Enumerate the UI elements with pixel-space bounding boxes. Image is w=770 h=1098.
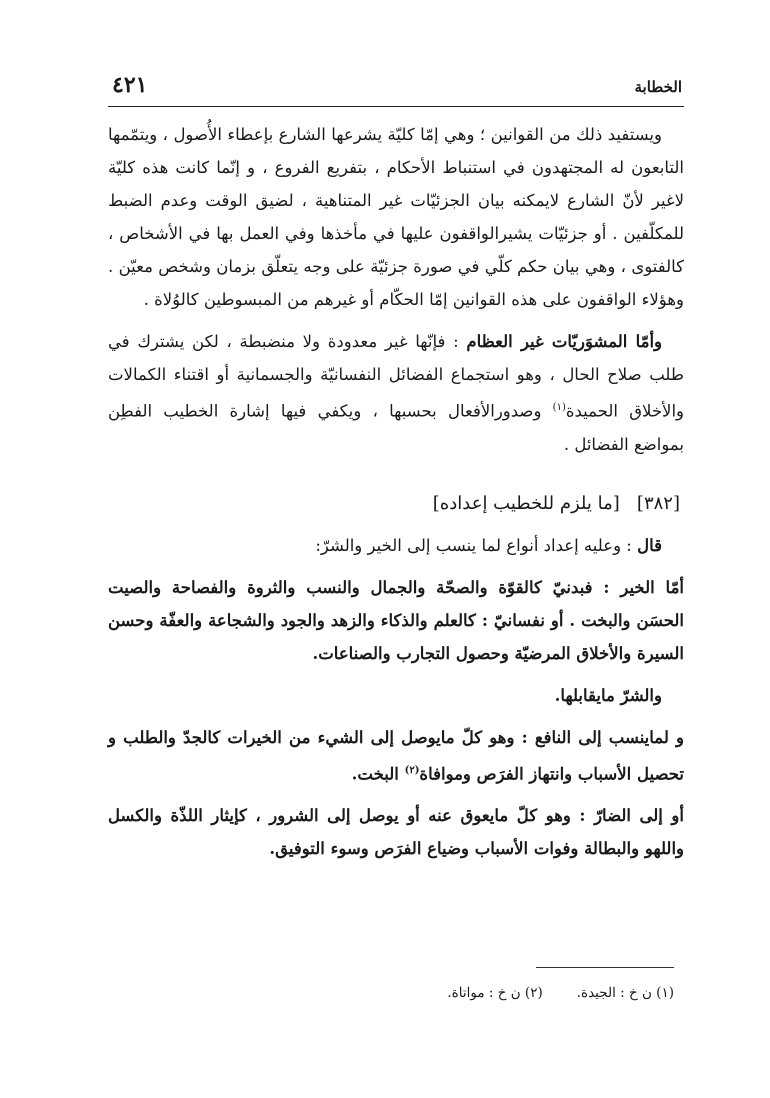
- qala-label: قال: [637, 535, 662, 555]
- section-number: [٣٨٢]: [636, 492, 680, 514]
- footnote-rule: [536, 967, 674, 968]
- paragraph-minor-deliberations: [108, 325, 684, 461]
- paragraph-text: : فإنّها غير معدودة ولا منضبطة ، لكن يشترك في طلب صلاح الحال ، وهو استجماع الفضائل النفسانيّة والجسمانية أو اقتناء الكمالات والأخلاق الحميدة: [108, 332, 685, 421]
- page-number: ٤٢١: [112, 72, 148, 98]
- footnote-ref-2[interactable]: (٢): [404, 764, 420, 776]
- paragraph-beneficial: [108, 721, 684, 791]
- header-rule: [108, 106, 684, 107]
- paragraph-text: وصدورالأفعال بحسبها ، ويكفي فيها إشارة الخطيب الفطِن بمواضع الفضائل .: [108, 401, 684, 454]
- paragraph-evil: والشرّ مايقابلها.: [554, 685, 662, 705]
- paragraph-good: أمّا الخير : فبدنيّ كالقوّة والصحّة والجمال والنسب والثروة والفصاحة والصيت الحسَن والبخت . أو نفسانيّ : كالعلم والذكاء والزهد والجود والشجاعة والعفّة وحسن السيرة والأخلاق المرضيّة وحصول التجارب والصناعات.: [108, 577, 684, 663]
- paragraph-lead-term: وأمّا المشوَريّات غير العظام: [466, 332, 662, 351]
- qala-text: : وعليه إعداد أنواع لما ينسب إلى الخير والشرّ:: [315, 535, 638, 555]
- page-body: [108, 118, 684, 874]
- footnote-2: (٢) ن خ : مواتاة.: [447, 985, 543, 1001]
- page-header: [112, 72, 682, 106]
- section-title: [ما يلزم للخطيب إعداده]: [432, 492, 620, 514]
- running-title: الخطابة: [634, 78, 682, 96]
- paragraph-harmful: أو إلى الضارّ : وهو كلّ مايعوق عنه أو يوصل إلى الشرور ، كإيثار اللذّة والكسل واللهو والبطالة وفوات الأسباب وضياع الفرَص وسوء التوفيق.: [108, 806, 684, 858]
- footnote-ref-1[interactable]: (١): [552, 402, 566, 413]
- footnotes: [447, 985, 674, 1001]
- section-heading: [108, 487, 684, 521]
- qala-line: [108, 529, 684, 562]
- paragraph-laws: ويستفيد ذلك من القوانين ؛ وهي إمّا كليّة يشرعها الشارع بإعطاء الأُصول ، ويتمّمها التابعون له المجتهدون في استنباط الأحكام ، بتفريع الفروع ، و إنّما كانت هذه كليّة لاغير لأنّ الشارع لايمكنه بيان الجزئيّات غير المتناهية ، لضيق الوقت وعدم الضبط للمكلّفين . أو جزئيّات يشيرالواقفون عليها في مأخذها وفي العمل بها في الأشخاص ، كالفتوى ، وهي بيان حكم كلّي في صورة جزئيّة على وجه يتعلّق بزمان وشخص معيّن . وهؤلاء الواقفون على هذه القوانين إمّا الحكّام أو غيرهم من المبسوطين كالوُلاة .: [108, 125, 684, 309]
- footnote-1: (١) ن خ : الجيدة.: [576, 985, 674, 1001]
- paragraph-text: و لماينسب إلى النافع : وهو كلّ مايوصل إلى الشيء من الخيرات كالجدّ والطلب و تحصيل الأسباب وانتهاز الفرَص وموافاة: [108, 727, 684, 783]
- paragraph-text: البخت.: [351, 764, 405, 783]
